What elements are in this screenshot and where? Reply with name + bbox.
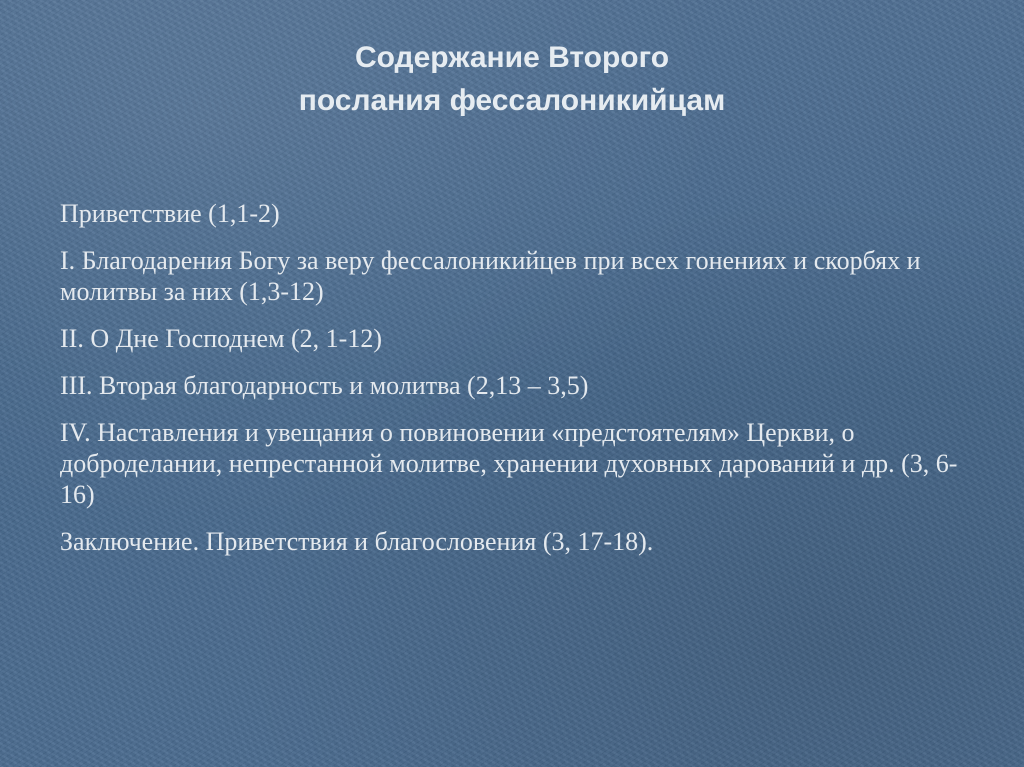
list-item-section-1: I. Благодарения Богу за веру фессалоникийцев при всех гонениях и скорбях и молитвы за них (1,3-12) (60, 246, 921, 306)
slide-title (0, 36, 1024, 122)
slide-title-line-1: Содержание Второго (354, 41, 670, 74)
content-list (60, 198, 980, 573)
list-item-section-3: III. Вторая благодарность и молитва (2,13 – 3,5) (60, 371, 589, 400)
slide-title-line-2: послания фессалоникийцам (298, 84, 726, 117)
list-item-section-2: II. О Дне Господнем (2, 1-12) (60, 324, 382, 353)
list-item-section-4: IV. Наставления и увещания о повиновении «предстоятелям» Церкви, о доброделании, непрестанной молитве, хранении духовных дарований и др. (3, 6-16) (60, 418, 958, 509)
list-item-greeting: Приветствие (1,1-2) (60, 199, 280, 228)
list-item-conclusion: Заключение. Приветствия и благословения (3, 17-18). (60, 527, 654, 556)
